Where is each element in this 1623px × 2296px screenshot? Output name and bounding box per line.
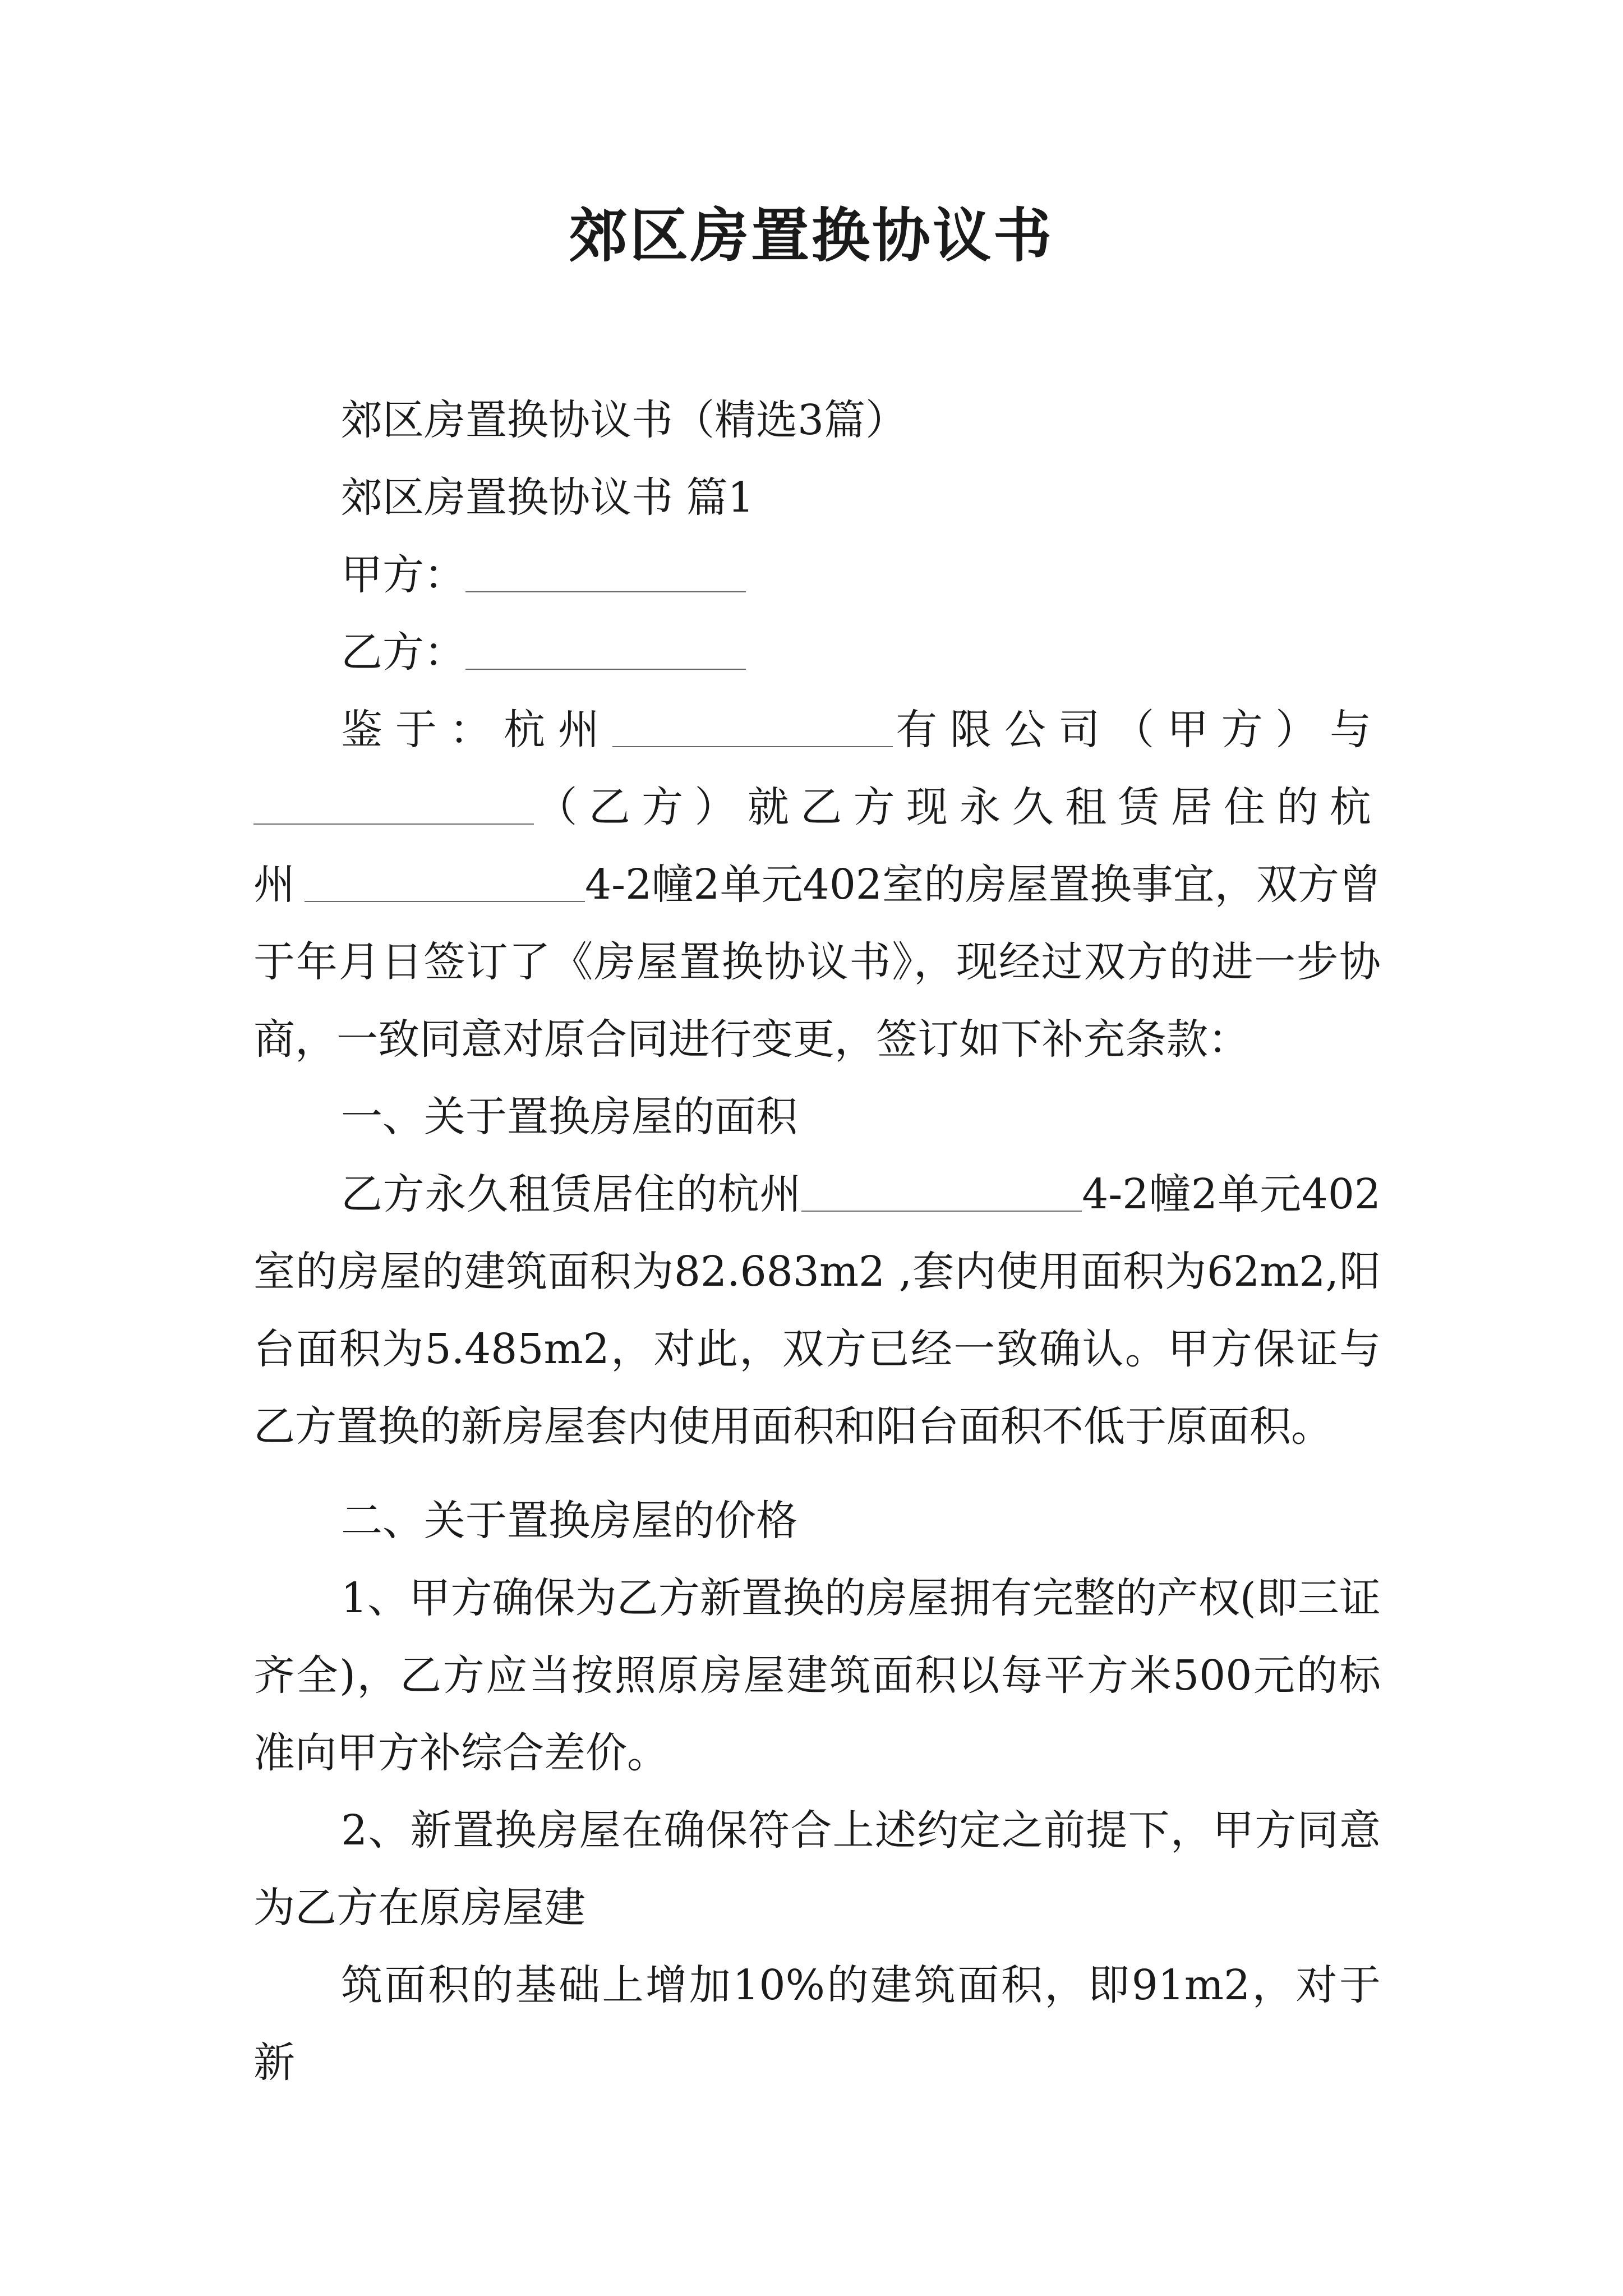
address-blank (305, 859, 585, 902)
party-a-line (253, 536, 1381, 614)
document-title: 郊区房置换协议书 (569, 201, 1054, 270)
clause1-heading: 一、关于置换房屋的面积 (341, 1093, 797, 1141)
party-b-label: 乙方： (341, 628, 465, 677)
preamble-paragraph (253, 691, 1381, 1078)
party-a-label: 甲方： (341, 551, 465, 599)
company-name-blank (612, 705, 893, 747)
preamble-part3: （乙方）就乙方现永久租赁居住的杭州 (253, 783, 1381, 909)
clause1-address-blank (801, 1169, 1082, 1212)
clause2-item1: 1、甲方确保为乙方新置换的房屋拥有完整的产权(即三证齐全)，乙方应当按照原房屋建筑面积以每平方米500元的标准向甲方补综合差价。 (253, 1574, 1381, 1777)
clause1-part2: 4-2幢2单元402室的房屋的建筑面积为82.683m2 ,套内使用面积为62m2,阳台面积为5.485m2，对此，双方已经一致确认。甲方保证与乙方置换的新房屋套内使用面积和阳台面积不低于原面积。 (253, 1170, 1381, 1451)
clause1-body (253, 1156, 1381, 1465)
party-b-name-blank (253, 782, 534, 825)
preamble-part4: 4-2幢2单元402室的房屋置换事宜，双方曾于年月日签订了《房屋置换协议书》，现经过双方的进一步协商，一致同意对原合同进行变更，签订如下补充条款： (253, 861, 1381, 1064)
preamble-part1: 鉴于：杭州 (341, 706, 612, 754)
preamble-part2: 有限公司（甲方）与 (892, 706, 1381, 754)
clause1-part1: 乙方永久租赁居住的杭州 (341, 1170, 802, 1218)
party-a-blank (465, 550, 746, 592)
clause2-item2-continued: 筑面积的基础上增加10%的建筑面积，即91m2，对于新 (253, 1961, 1381, 2087)
section-heading: 郊区房置换协议书 篇1 (341, 473, 754, 522)
clause2-heading: 二、关于置换房屋的价格 (341, 1497, 797, 1545)
subtitle: 郊区房置换协议书（精选3篇） (341, 396, 907, 444)
party-b-blank (465, 627, 746, 670)
document-body (253, 381, 1381, 2101)
party-b-line (253, 614, 1381, 691)
clause2-item2: 2、新置换房屋在确保符合上述约定之前提下，甲方同意为乙方在原房屋建 (253, 1806, 1381, 1932)
